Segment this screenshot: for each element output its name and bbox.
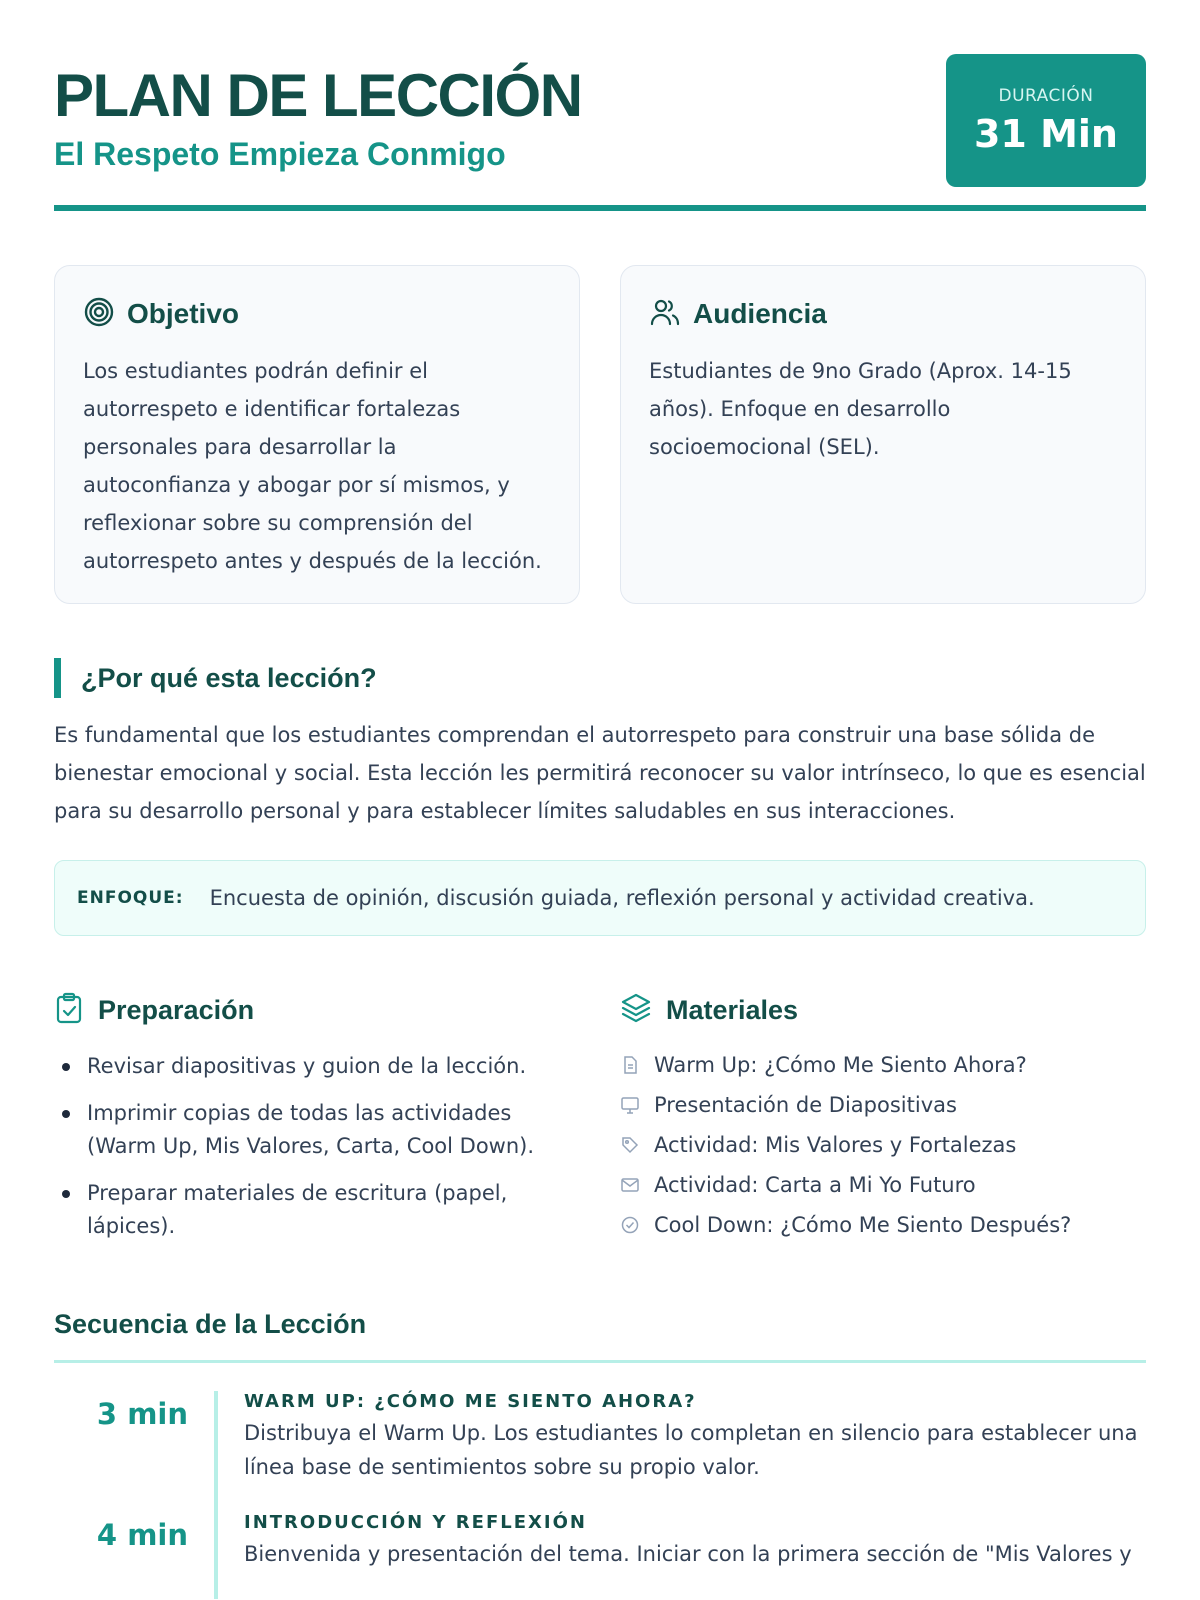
focus-box	[54, 860, 1146, 936]
users-icon	[649, 296, 681, 332]
preparation-list	[54, 1050, 580, 1243]
objective-text: Los estudiantes podrán definir el autorrespeto e identificar fortalezas personales para desarrollar la autoconfianza y abogar por sí mismos, y reflexionar sobre su comprensión del autorrespeto antes y después de la lección.	[83, 359, 542, 573]
why-title: ¿Por qué esta lección?	[81, 662, 377, 693]
tag-icon	[620, 1135, 640, 1155]
materials-title: Materiales	[666, 994, 799, 1025]
title-block	[54, 54, 582, 173]
target-icon	[83, 296, 115, 332]
preparation-title: Preparación	[98, 994, 255, 1025]
document-icon	[620, 1055, 640, 1075]
page-subtitle: El Respeto Empieza Conmigo	[54, 136, 506, 172]
duration-label: DURACIÓN	[998, 85, 1094, 106]
material-item[interactable]	[620, 1130, 1146, 1160]
material-item[interactable]	[620, 1090, 1146, 1120]
sequence-step	[54, 1391, 1146, 1512]
materials-column	[620, 992, 1146, 1257]
monitor-icon	[620, 1095, 640, 1115]
material-item[interactable]	[620, 1210, 1146, 1240]
focus-label: ENFOQUE:	[77, 888, 184, 908]
step-name: INTRODUCCIÓN Y REFLEXIÓN	[244, 1512, 587, 1533]
list-item: Imprimir copias de todas las actividades (Warm Up, Mis Valores, Carta, Cool Down).	[54, 1097, 580, 1163]
page-title: PLAN DE LECCIÓN	[54, 62, 582, 129]
audience-title: Audiencia	[693, 298, 827, 329]
audience-card	[620, 265, 1146, 604]
layers-icon	[620, 992, 652, 1028]
prep-materials-columns	[54, 992, 1146, 1257]
why-section-header	[54, 658, 1146, 698]
material-label: Warm Up: ¿Cómo Me Siento Ahora?	[654, 1053, 1027, 1077]
preparation-header	[54, 992, 580, 1028]
material-label: Actividad: Carta a Mi Yo Futuro	[654, 1173, 976, 1197]
why-accent-bar	[54, 658, 61, 698]
step-body	[214, 1512, 1146, 1599]
info-cards	[54, 265, 1146, 604]
duration-value: 31 Min	[973, 111, 1118, 156]
why-text: Es fundamental que los estudiantes comprendan el autorrespeto para construir una base sólida de bienestar emocional y social. Esta lección les permitirá reconocer su valor intrínseco, lo que es esencial para su desarrollo personal y para establecer límites saludables en sus interacciones.	[54, 723, 1146, 823]
envelope-icon	[620, 1175, 640, 1195]
objective-header	[83, 296, 551, 332]
sequence-step	[54, 1512, 1146, 1599]
sequence-title: Secuencia de la Lección	[54, 1309, 1146, 1363]
step-time: 3 min	[96, 1397, 188, 1431]
material-item[interactable]	[620, 1170, 1146, 1200]
preparation-column	[54, 992, 580, 1257]
check-circle-icon	[620, 1215, 640, 1235]
material-item[interactable]	[620, 1050, 1146, 1080]
materials-header	[620, 992, 1146, 1028]
clipboard-check-icon	[54, 992, 84, 1028]
list-item: Revisar diapositivas y guion de la lección.	[54, 1050, 580, 1083]
materials-list	[620, 1050, 1146, 1240]
material-label: Actividad: Mis Valores y Fortalezas	[654, 1133, 1017, 1157]
header	[54, 54, 1146, 211]
step-time: 4 min	[96, 1518, 188, 1552]
list-item: Preparar materiales de escritura (papel, lápices).	[54, 1177, 580, 1243]
step-name: WARM UP: ¿CÓMO ME SIENTO AHORA?	[244, 1391, 697, 1412]
material-label: Presentación de Diapositivas	[654, 1093, 957, 1117]
duration-badge	[946, 54, 1146, 187]
audience-text: Estudiantes de 9no Grado (Aprox. 14-15 años). Enfoque en desarrollo socioemocional (SEL).	[649, 359, 1072, 459]
step-description: Distribuya el Warm Up. Los estudiantes lo completan en silencio para establecer una línea base de sentimientos sobre su propio valor.	[244, 1421, 1138, 1479]
audience-header	[649, 296, 1117, 332]
step-description: Bienvenida y presentación del tema. Iniciar con la primera sección de "Mis Valores y	[244, 1542, 1132, 1566]
objective-title: Objetivo	[127, 298, 240, 329]
focus-text: Encuesta de opinión, discusión guiada, reflexión personal y actividad creativa.	[209, 886, 1035, 910]
objective-card	[54, 265, 580, 604]
step-body	[214, 1391, 1146, 1512]
material-label: Cool Down: ¿Cómo Me Siento Después?	[654, 1213, 1072, 1237]
